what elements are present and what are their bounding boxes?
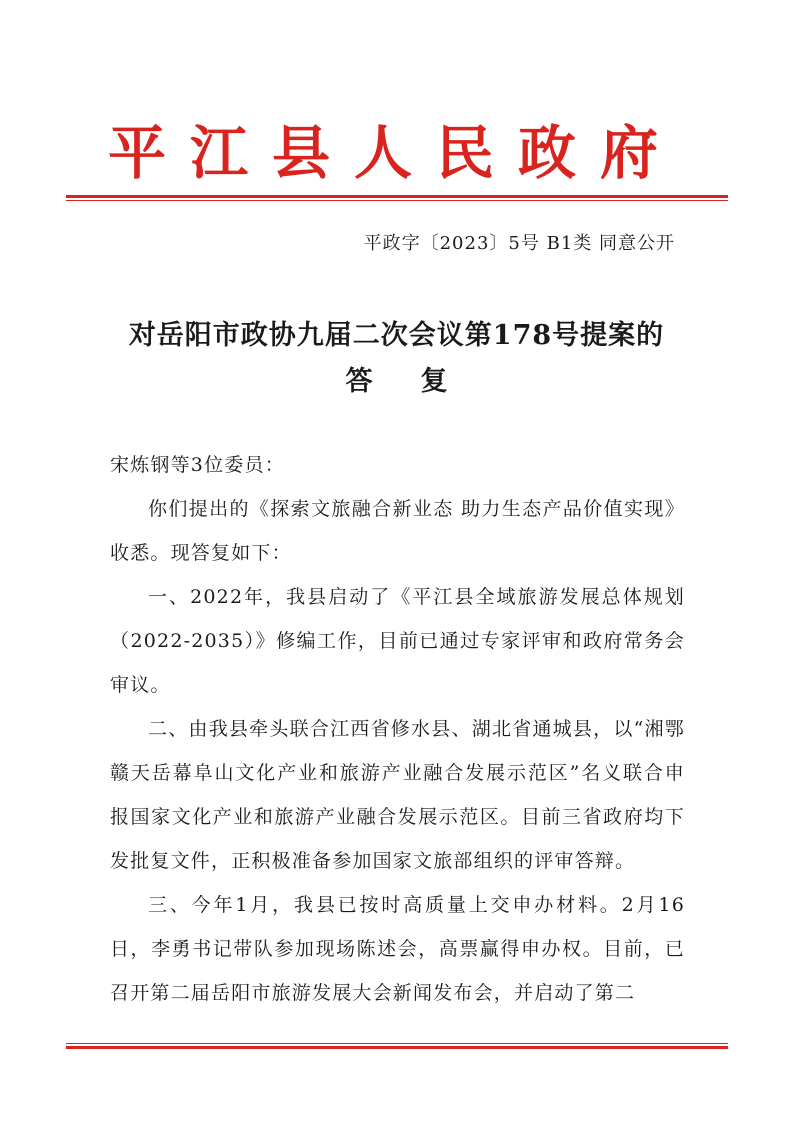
document-body — [110, 443, 685, 1015]
header-red-rule-thin — [66, 200, 728, 201]
document-number: 平政字〔2023〕5号 B1类 同意公开 — [363, 233, 675, 254]
header-red-rule — [66, 195, 728, 201]
footer-red-rule — [66, 1043, 728, 1049]
body-paragraph-2: 一、2022年，我县启动了《平江县全域旅游发展总体规划（2022-2035）》修编工作，目前已通过专家评审和政府常务会审议。 — [110, 586, 685, 696]
body-paragraph-3: 二、由我县牵头联合江西省修水县、湖北省通城县，以“湘鄂赣天岳幕阜山文化产业和旅游产业融合发展示范区”名义联合申报国家文化产业和旅游产业融合发展示范区。目前三省政府均下发批复文件，正积极准备参加国家文旅部组织的评审答辩。 — [110, 718, 685, 872]
salutation: 宋炼钢等3位委员： — [110, 454, 285, 476]
document-title-line1: 对岳阳市政协九届二次会议第178号提案的 — [128, 320, 665, 351]
body-paragraph-4: 三、今年1月，我县已按时高质量上交申办材料。2月16日，李勇书记带队参加现场陈述会，高票赢得申办权。目前，已召开第二届岳阳市旅游发展大会新闻发布会，并启动了第二 — [110, 894, 685, 1004]
issuing-authority-header: 平江县人民政府 — [107, 119, 682, 187]
footer-red-rule-thick — [66, 1046, 728, 1049]
document-title-line2: 答复 — [345, 366, 496, 397]
body-paragraph-1: 你们提出的《探索文旅融合新业态 助力生态产品价值实现》收悉。现答复如下： — [110, 498, 685, 564]
